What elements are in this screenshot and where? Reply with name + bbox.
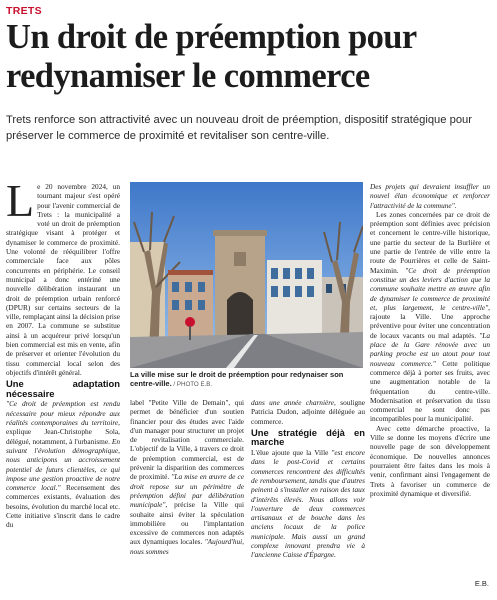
quote: "Ce droit de préemption est rendu nécessaire pour mieux répondre aux réalités contemporaines du territoire, <box>6 399 120 428</box>
quote: Des projets qui devraient insuffler un nouvel élan économique et renforcer l'attractivité de la commune". <box>370 182 490 210</box>
paragraph <box>370 210 490 424</box>
text-run: , précise la Ville qui souhaite ainsi éviter la spéculation immobilière ou l'implantation excessive de commerces non adaptés aux dynamiques locales. <box>130 500 244 547</box>
article-column-4 <box>370 182 490 498</box>
author-signature: E.B. <box>474 579 489 588</box>
town-gate-photo <box>130 182 363 368</box>
headline: Un droit de préemption pour redynamiser le commerce <box>6 18 416 95</box>
text-run: label "Petite Ville de Demain", qui permet de bénéficier d'un soutien financier pour des études avec l'aide d'un manager pour structurer un projet de revitalisation commerciale. L'objectif de la Ville, à travers ce droit de préemption commercial, est de prévenir la disparition des commerces de proximité. <box>130 398 244 482</box>
quote: "Aujourd'hui, nous sommes <box>130 537 244 556</box>
text-run: , souligne Patricia Dudon, adjointe déléguée au commerce. <box>251 398 365 426</box>
text-run: Cette politique commerce déjà à porter ses fruits, avec une augmentation notable de la fréquentation du centre-ville. Modernisation et préservation du tissu commercial ne sont donc pas incompatibles pour la municipalité. <box>370 358 490 424</box>
quote: "La place de la Gare rénovée avec un parking proche est un atout pour tout nouveau commerce." <box>370 330 490 368</box>
text-run: , rajoute la Ville. Une approche préventive pour éviter une concentration de locaux vacants ou mal adaptés. <box>370 302 490 340</box>
article-column-3 <box>251 398 365 560</box>
text-run: Les zones concernées par ce droit de préemption sont définies avec précision et concernent le centre-ville historique, une partie du secteur de la Burlière et une partie de l'entrée de ville entre la route de Pourrières et celle de Saint-Maximin. <box>370 209 490 275</box>
article-column-2 <box>130 398 244 556</box>
paragraph <box>6 399 120 529</box>
paragraph <box>251 398 365 426</box>
drop-cap: L <box>6 175 35 226</box>
paragraph: e 20 novembre 2024, un tournant majeur s'est opéré pour l'avenir commercial de Trets : la municipalité a voté un droit de préemption stratégique visant à protéger et dynamiser le commerce de proximité. Une volonté de rééquilibrer l'offre commerciale face aux pôles concurrents en périphérie. Le conseil municipal a donc entériné une nouvelle délibération instaurant un droit de préemption urbain renforcé (DPUR) sur certains secteurs de la ville, remplaçant ainsi la décision prise en 2007. La commune se substitue ainsi à un acquéreur privé lorsqu'un bien commercial est mis en vente, afin de préserver et orienter l'évolution du tissu commercial local selon des objectifs d'intérêt général. <box>6 182 120 377</box>
photo-caption <box>130 370 363 389</box>
text-run: explique Jean-Christophe Sola, délégué, notamment, à l'urbanisme. <box>6 427 120 446</box>
quote: dans une année charnière <box>251 398 335 407</box>
text-run: Recensement des commerces existants, évaluation des besoins, évolution du marché local etc. Cette initiative s'inscrit dans le cadre du <box>6 483 121 530</box>
article-column-1 <box>6 175 121 530</box>
quote: En suivant l'évolution démographique, nous anticipons un accroissement potentiel de futurs clientèles, ce qui impose une gestion proactive de notre commerce local." <box>6 436 120 493</box>
article-photo <box>130 182 363 368</box>
paragraph <box>130 398 244 556</box>
subheading: Une stratégie déjà en marche <box>251 426 365 448</box>
caption-text: La ville mise sur le droit de préemption pour redynaiser son centre-ville. <box>130 370 344 388</box>
quote: "La mise en œuvre de ce droit repose sur un périmètre de préemption défini par délibération municipale" <box>130 472 244 510</box>
quote: "Ce droit de préemption constitue un des leviers d'action que la commune souhaite mettre en œuvre afin de dynamiser le commerce de proximité et, plus largement, le centre-ville" <box>370 265 491 312</box>
subheading: Une adaptation nécessaire <box>6 378 120 399</box>
standfirst: Trets renforce son attractivité avec un nouveau droit de préemption, dispositif stratégique pour préserver le commerce de proximité et revitaliser son centre-ville. <box>6 114 472 142</box>
paragraph: Avec cette démarche proactive, la Ville se donne les moyens d'écrire une nouvelle page de son développement économique. De nouvelles annonces pourraient être faites dans les mois à venir, confirmant ainsi l'engagement de Trets à favoriser un commerce de proximité dynamique et diversifié. <box>370 423 490 498</box>
text-run: L'élue ajoute que la Ville <box>251 448 332 458</box>
paragraph <box>251 448 365 560</box>
paragraph <box>370 182 490 210</box>
section-kicker: TRETS <box>6 5 42 17</box>
photo-credit: / PHOTO E.B. <box>171 381 213 388</box>
quote: "est encore dans le post-Covid et certains commerces rencontrent des difficultés de remboursement, tandis que d'autres peinent à s'installer en raison des taux d'intérêts élevés. Nous allons voir l'ouverture de deux commerces artisanaux et de bouche dans les anciens locaux de la police municipale. Mais aussi un grand complexe innovant prendra vie à l'ancienne Caisse d'Épargne. <box>251 448 365 560</box>
